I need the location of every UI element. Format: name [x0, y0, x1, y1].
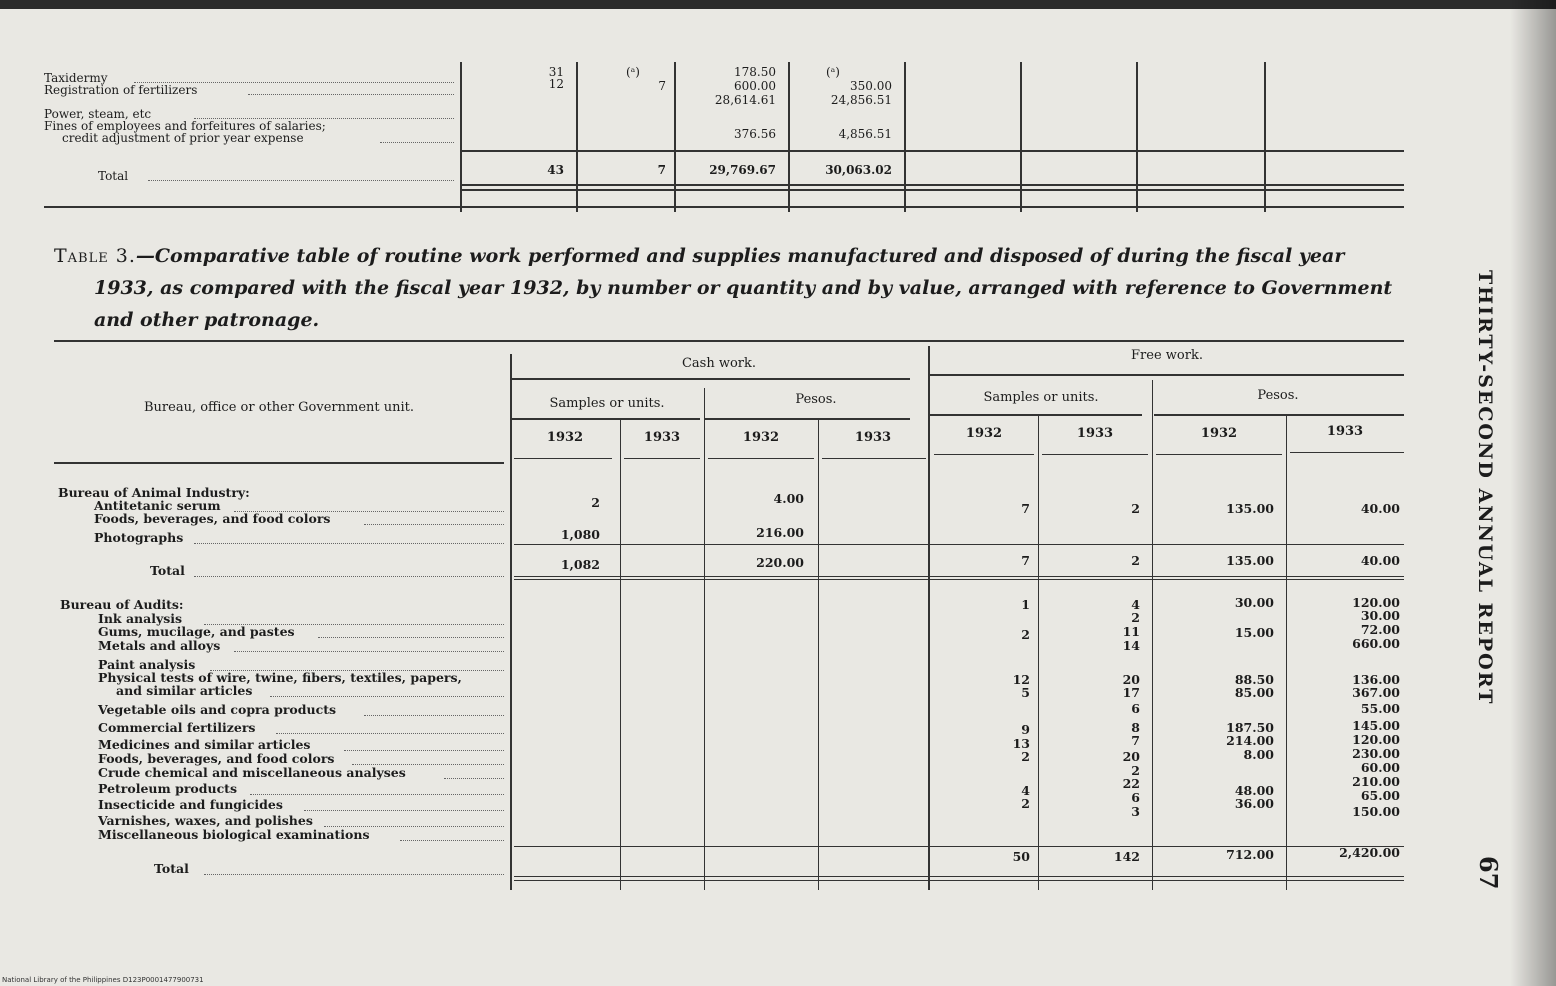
leader-dots — [194, 543, 504, 544]
total-cell: 7 — [657, 163, 666, 177]
total-cell: 2,420.00 — [1339, 845, 1400, 860]
cell: 660.00 — [1352, 636, 1400, 651]
cell: 9 — [1021, 722, 1030, 737]
leader-dots — [234, 511, 504, 512]
cell: 60.00 — [1360, 760, 1400, 775]
cell: 72.00 — [1360, 622, 1400, 637]
header-year: 1932 — [1200, 426, 1238, 441]
footer-credit: National Library of the Philippines D123P0001477900731 — [2, 976, 204, 984]
page-shadow — [1510, 0, 1556, 986]
header-year: 1933 — [1076, 426, 1114, 441]
header-year: 1932 — [546, 430, 584, 445]
running-head: THIRTY-SECOND ANNUAL REPORT — [1474, 270, 1496, 706]
total-cell: 7 — [1021, 553, 1030, 568]
row-label: Registration of fertilizers — [44, 83, 198, 97]
leader-dots — [250, 794, 504, 795]
leader-dots — [364, 524, 504, 525]
rule — [54, 462, 504, 464]
cell: 36.00 — [1234, 796, 1274, 811]
cell: 30.00 — [1234, 595, 1274, 610]
leader-dots — [210, 670, 504, 671]
total-cell: 220.00 — [756, 555, 804, 570]
rule — [510, 378, 910, 380]
cell: 28,614.61 — [714, 93, 776, 107]
total-cell: 135.00 — [1226, 553, 1274, 568]
row-label: Photographs — [94, 530, 184, 545]
row-label: Antitetanic serum — [94, 498, 221, 513]
rule — [510, 418, 700, 420]
cell: 230.00 — [1352, 746, 1400, 761]
cell: 600.00 — [734, 79, 776, 93]
column-rule — [818, 420, 819, 890]
cell: 12 — [548, 77, 564, 91]
cell: 7 — [1021, 501, 1030, 516]
cell: 376.56 — [734, 127, 776, 141]
rule — [514, 579, 1404, 580]
cell: 8 — [1131, 720, 1140, 735]
cell: 1,080 — [560, 527, 600, 542]
row-label: Metals and alloys — [98, 638, 221, 653]
row-label: Fines of employees and forfeitures of salaries; — [44, 119, 326, 133]
cell: 350.00 — [850, 79, 892, 93]
cell: 13 — [1012, 736, 1030, 751]
cell: 14 — [1122, 638, 1140, 653]
row-label: Varnishes, waxes, and polishes — [98, 813, 313, 828]
cell: (ᵃ) — [826, 65, 840, 79]
rule — [708, 458, 814, 459]
leader-dots — [444, 778, 504, 779]
top-table — [44, 62, 1404, 212]
leader-dots — [276, 733, 504, 734]
cell: 150.00 — [1352, 804, 1400, 819]
leader-dots — [380, 142, 454, 143]
rule — [460, 150, 1404, 152]
rule — [514, 544, 1404, 545]
header-year: 1932 — [742, 430, 780, 445]
rule — [704, 418, 910, 420]
cell: 214.00 — [1226, 733, 1274, 748]
rule — [460, 189, 1404, 191]
page-top-edge — [0, 0, 1556, 9]
cell: 136.00 — [1352, 672, 1400, 687]
header-year: 1933 — [1326, 424, 1364, 439]
row-label: Insecticide and fungicides — [98, 797, 283, 812]
leader-dots — [194, 576, 504, 577]
leader-dots — [400, 840, 504, 841]
row-label: Vegetable oils and copra products — [98, 702, 337, 717]
cell: 12 — [1012, 672, 1030, 687]
column-rule — [1286, 416, 1287, 890]
total-cell: 2 — [1131, 553, 1140, 568]
row-label: Taxidermy — [44, 71, 108, 85]
cell: 1 — [1021, 597, 1030, 612]
rule — [1290, 452, 1404, 453]
rule — [1154, 414, 1404, 416]
row-label: Foods, beverages, and food colors — [98, 751, 335, 766]
total-label: Total — [98, 169, 129, 183]
cell: 4.00 — [773, 491, 804, 506]
cell: 216.00 — [756, 525, 804, 540]
total-cell: 43 — [547, 163, 564, 177]
cell: 17 — [1122, 685, 1140, 700]
rule — [514, 876, 1404, 877]
rule — [54, 340, 1404, 342]
cell: 55.00 — [1360, 701, 1400, 716]
total-cell: 30,063.02 — [825, 163, 892, 177]
row-label: Petroleum products — [98, 781, 237, 796]
row-label: credit adjustment of prior year expense — [62, 131, 304, 145]
cell: 6 — [1131, 790, 1140, 805]
leader-dots — [248, 94, 454, 95]
row-label: Power, steam, etc — [44, 107, 152, 121]
total-cell: 40.00 — [1360, 553, 1400, 568]
page-number: 67 — [1474, 856, 1503, 890]
cell: 2 — [1131, 763, 1140, 778]
cell: 8.00 — [1243, 747, 1274, 762]
row-label: Paint analysis — [98, 657, 196, 672]
cell: 2 — [1021, 749, 1030, 764]
cell: 2 — [591, 495, 600, 510]
caption-lead: Table 3. — [54, 245, 136, 267]
row-label: Commercial fertilizers — [98, 720, 256, 735]
leader-dots — [194, 118, 454, 119]
table-caption — [54, 240, 1414, 336]
row-label: Physical tests of wire, twine, fibers, textiles, papers, — [98, 670, 462, 685]
rule — [934, 454, 1034, 455]
total-cell: 1,082 — [560, 557, 600, 572]
header-samples: Samples or units. — [983, 390, 1099, 405]
row-label: Medicines and similar articles — [98, 737, 311, 752]
leader-dots — [148, 180, 454, 181]
rule — [822, 458, 926, 459]
cell: 11 — [1122, 624, 1140, 639]
row-label: Ink analysis — [98, 611, 183, 626]
caption-text: and other patronage. — [94, 309, 320, 331]
rule — [624, 458, 700, 459]
cell: 24,856.51 — [830, 93, 892, 107]
total-label: Total — [154, 861, 189, 876]
cell: 3 — [1131, 804, 1140, 819]
column-rule — [620, 420, 621, 890]
cell: 120.00 — [1352, 595, 1400, 610]
column-rule — [1152, 380, 1153, 890]
leader-dots — [304, 810, 504, 811]
leader-dots — [234, 651, 504, 652]
caption-text: 1933, as compared with the fiscal year 1932, by number or quantity and by value, arranged with reference to Government — [94, 277, 1393, 299]
cell: 7 — [1131, 733, 1140, 748]
row-label: Foods, beverages, and food colors — [94, 511, 331, 526]
leader-dots — [134, 82, 454, 83]
cell: 178.50 — [734, 65, 776, 79]
cell: 135.00 — [1226, 501, 1274, 516]
main-table — [54, 340, 1414, 890]
row-label: Miscellaneous biological examinations — [98, 827, 370, 842]
rule — [514, 458, 612, 459]
leader-dots — [318, 637, 504, 638]
cell: 120.00 — [1352, 732, 1400, 747]
header-year: 1933 — [854, 430, 892, 445]
cell: 4 — [1131, 597, 1140, 612]
row-label: Crude chemical and miscellaneous analyses — [98, 765, 406, 780]
leader-dots — [352, 764, 504, 765]
cell: 22 — [1122, 776, 1140, 791]
leader-dots — [364, 715, 504, 716]
rule — [930, 374, 1404, 376]
cell: 20 — [1122, 749, 1140, 764]
total-cell: 29,769.67 — [709, 163, 776, 177]
cell: 187.50 — [1226, 720, 1274, 735]
cell: 7 — [658, 79, 666, 93]
header-pesos: Pesos. — [795, 392, 837, 407]
section-heading: Bureau of Animal Industry: — [58, 485, 250, 500]
cell: 2 — [1021, 796, 1030, 811]
cell: 367.00 — [1352, 685, 1400, 700]
leader-dots — [204, 624, 504, 625]
rule — [44, 206, 1404, 208]
caption-text: —Comparative table of routine work performed and supplies manufactured and disposed of during the fiscal year — [135, 245, 1345, 267]
cell: 15.00 — [1234, 625, 1274, 640]
rule — [1156, 454, 1282, 455]
header-unit: Bureau, office or other Government unit. — [143, 400, 415, 415]
header-pesos: Pesos. — [1257, 388, 1299, 403]
row-label: and similar articles — [116, 683, 253, 698]
cell: 2 — [1131, 610, 1140, 625]
rule — [460, 184, 1404, 186]
header-year: 1933 — [643, 430, 681, 445]
section-heading: Bureau of Audits: — [60, 597, 184, 612]
cell: 210.00 — [1352, 774, 1400, 789]
cell: (ᵃ) — [626, 65, 640, 79]
rule — [514, 880, 1404, 881]
row-label: Gums, mucilage, and pastes — [98, 624, 295, 639]
column-rule — [1038, 416, 1039, 890]
cell: 4,856.51 — [838, 127, 892, 141]
leader-dots — [324, 826, 504, 827]
cell: 5 — [1021, 685, 1030, 700]
rule — [1042, 454, 1148, 455]
cell: 31 — [548, 65, 564, 79]
header-free-work: Free work. — [1131, 348, 1203, 363]
cell: 20 — [1122, 672, 1140, 687]
header-samples: Samples or units. — [549, 396, 665, 411]
cell: 65.00 — [1360, 788, 1400, 803]
rule — [514, 576, 1404, 577]
total-cell: 712.00 — [1226, 847, 1274, 862]
header-year: 1932 — [965, 426, 1003, 441]
cell: 30.00 — [1360, 608, 1400, 623]
cell: 88.50 — [1234, 672, 1274, 687]
header-cash-work: Cash work. — [681, 356, 757, 371]
total-cell: 142 — [1113, 849, 1140, 864]
total-label: Total — [150, 563, 185, 578]
cell: 4 — [1021, 783, 1030, 798]
cell: 6 — [1131, 701, 1140, 716]
cell: 85.00 — [1234, 685, 1274, 700]
cell: 48.00 — [1234, 783, 1274, 798]
total-cell: 50 — [1012, 849, 1030, 864]
leader-dots — [344, 750, 504, 751]
cell: 145.00 — [1352, 718, 1400, 733]
cell: 2 — [1021, 627, 1030, 642]
column-rule — [704, 388, 705, 890]
rule — [930, 414, 1142, 416]
leader-dots — [270, 696, 504, 697]
cell: 2 — [1131, 501, 1140, 516]
cell: 40.00 — [1360, 501, 1400, 516]
leader-dots — [204, 874, 504, 875]
